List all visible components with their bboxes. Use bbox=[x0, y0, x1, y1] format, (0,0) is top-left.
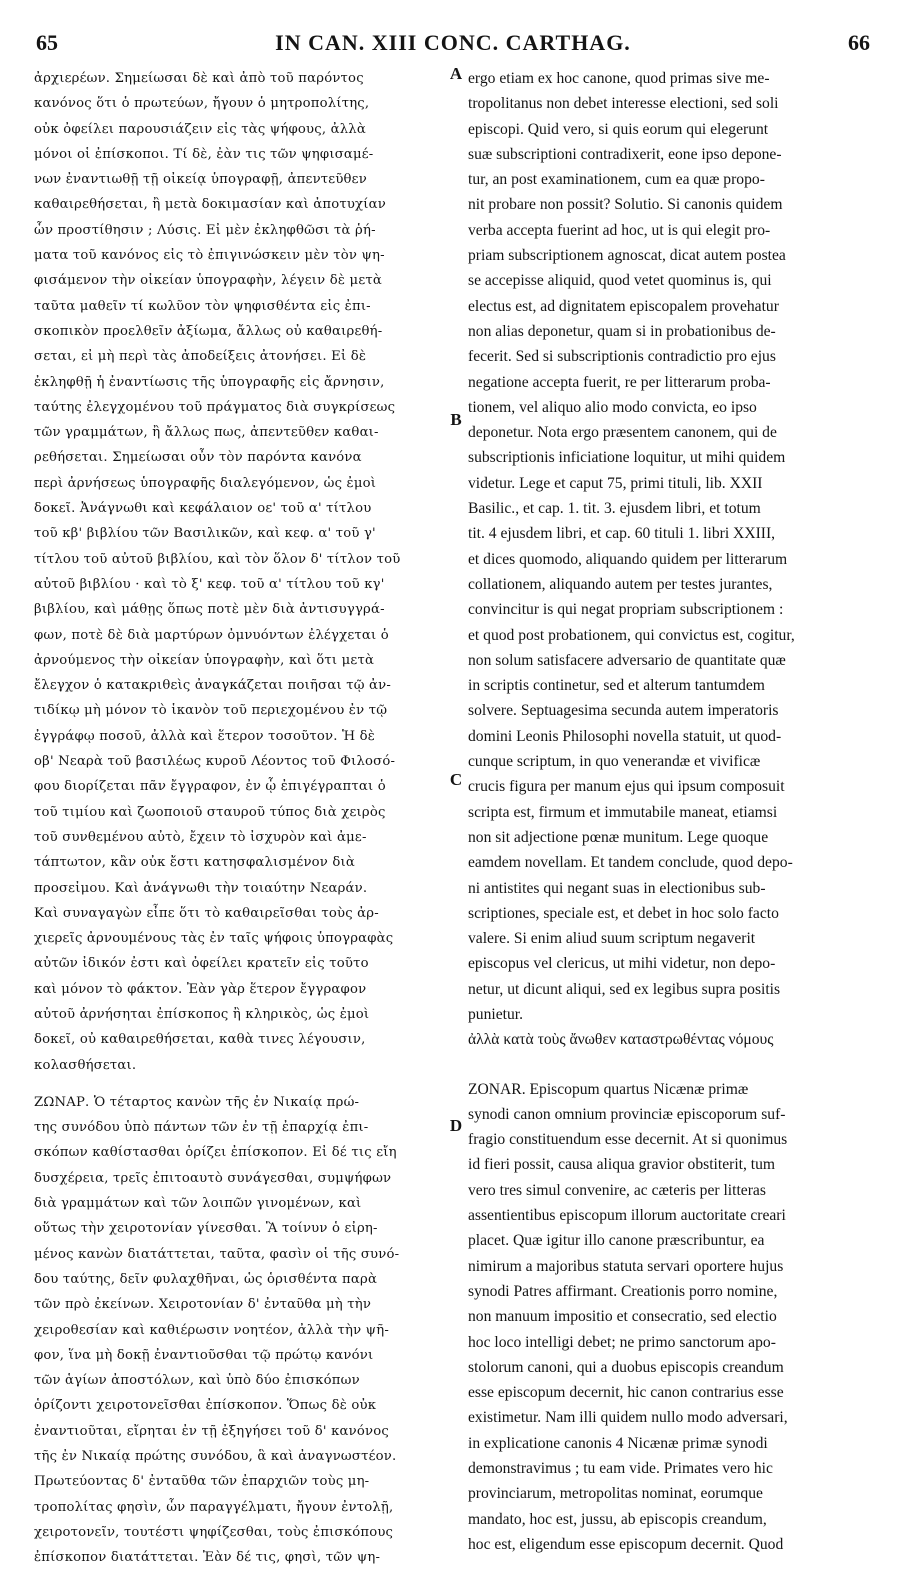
greek-text-line: τάπτωτον, κἂν οὐκ ἔστι κατησφαλισμένον διὰ bbox=[34, 855, 356, 871]
greek-text-line: ΖΩΝΑΡ. Ὁ τέταρτος κανὼν τῆς ἐν Νικαίᾳ πρώ- bbox=[34, 1094, 360, 1110]
latin-text-line: tur, an post examinationem, cum ea quæ propo- bbox=[468, 171, 765, 189]
latin-text-line: ἀλλὰ κατὰ τοὺς ἄνωθεν καταστρωθέντας νόμους bbox=[468, 1031, 774, 1049]
greek-text-line: ἐκληφθῇ ἡ ἐναντίωσις τῆς ὑπογραφῆς εἰς ἄρνησιν, bbox=[34, 374, 385, 390]
greek-text-line: χειροθεσίαν καὶ καθιέρωσιν νοητέον, ἀλλὰ τὴν ψῆ- bbox=[34, 1322, 389, 1338]
latin-text-line: episcopus vel clericus, ut mihi videtur, non depo- bbox=[468, 955, 776, 973]
running-title: IN CAN. XIII CONC. CARTHAG. bbox=[275, 30, 631, 55]
latin-text-line: fragio constituendum esse decernit. At si quonimus bbox=[468, 1131, 788, 1149]
latin-text-line: et quod post probationem, qui convictus est, cogitur, bbox=[468, 626, 795, 644]
latin-text-line: synodi canon omnium provinciæ episcoporum suf- bbox=[468, 1105, 786, 1123]
latin-text-line: in scriptis continetur, sed et alterum tantumdem bbox=[468, 677, 765, 695]
greek-text-line: τιδίκῳ μὴ μόνον τὸ ἱκανὸν τοῦ περιεχομένου ἐν τῷ bbox=[34, 703, 388, 719]
greek-text-line: δοκεῖ, οὐ καθαιρεθήσεται, καθὰ τινες λέγουσιν, bbox=[34, 1032, 366, 1048]
latin-text-line: assentientibus episcopum illorum auctoritate creari bbox=[468, 1207, 786, 1225]
page-number-right: 66 bbox=[848, 30, 870, 55]
greek-text-line: ρεθήσεται. Σημείωσαι οὖν τὸν παρόντα κανόνα bbox=[34, 450, 362, 466]
greek-text-line: ἔλεγχον ὁ κατακριθεὶς ἀναγκάζεται ποιῆσαι τῷ ἀν- bbox=[34, 678, 392, 694]
greek-text-line: τῆς ἐν Νικαίᾳ πρώτης συνόδου, ἃ καὶ ἀναγνωστέον. bbox=[34, 1449, 397, 1465]
greek-text-line: νων ἐναντιωθῇ τῇ οἰκείᾳ ὑπογραφῇ, ἀπεντεῦθεν bbox=[34, 172, 367, 188]
latin-text-line: episcopi. Quid vero, si quis eorum qui elegerunt bbox=[468, 120, 769, 138]
greek-text-line: δοκεῖ. Ἀνάγνωθι καὶ κεφάλαιον οε' τοῦ α' τίτλου bbox=[34, 501, 372, 517]
greek-text-line: ἐγγράφῳ ποσοῦ, ἀλλὰ καὶ ἕτερον τοσοῦτον. Ἡ δὲ bbox=[34, 728, 376, 744]
greek-text-line: ματα τοῦ κανόνος εἰς τὸ ἐπιγινώσκειν μὲν τὸν ψη- bbox=[34, 248, 385, 264]
greek-text-line: προσεἰμου. Καὶ ἀνάγνωθι τὴν τοιαύτην Νεαράν. bbox=[34, 880, 368, 896]
greek-text-line: οβ' Νεαρὰ τοῦ βασιλέως κυροῦ Λέοντος τοῦ Φιλοσό- bbox=[34, 754, 396, 770]
latin-text-line: vero tres simul convenire, ac cæteris per litteras bbox=[468, 1181, 766, 1199]
latin-text-line bbox=[468, 1065, 884, 1077]
greek-text-line: ταῦτα μαθεῖν τί κωλῦον τὸν ψηφισθέντα εἰς ἐπι- bbox=[34, 298, 371, 314]
latin-text-line: electus est, ad dignitatem episcopalem provehatur bbox=[468, 297, 779, 315]
latin-text-line: valere. Si enim aliud suum scriptum negaverit bbox=[468, 930, 756, 948]
page-number-left: 65 bbox=[36, 30, 58, 55]
latin-text-line: videtur. Lege et caput 75, primi tituli, lib. XXII bbox=[468, 474, 763, 492]
latin-text-line: non solum satisfacere adversario de quantitate quæ bbox=[468, 651, 786, 669]
greek-text-line: μόνοι οἱ ἐπίσκοποι. Τί δὲ, ἐὰν τις τῶν ψηφισαμέ- bbox=[34, 146, 374, 162]
latin-text-line: ni antistites qui negant suas in electionibus sub- bbox=[468, 879, 766, 897]
greek-text-line: οὐκ ὀφείλει παρουσιάζειν εἰς τὰς ψήφους, ἀλλὰ bbox=[34, 121, 366, 137]
greek-text-line: βιβλίου, καὶ μάθῃς ὅπως ποτὲ μὲν διὰ ἀντισυγγρά- bbox=[34, 602, 385, 618]
greek-text-line bbox=[34, 1078, 446, 1090]
greek-text-line: τῶν γραμμάτων, ἢ ἄλλως πως, ἀπεντεῦθεν καθαι- bbox=[34, 425, 379, 441]
latin-text-line: demonstravimus ; tu eam vide. Primates vero hic bbox=[468, 1460, 773, 1478]
latin-text-line: solvere. Septuagesima secunda autem imperatoris bbox=[468, 702, 779, 720]
greek-text-line: ταύτης ἐλεγχομένου τοῦ πράγματος διὰ συγκρίσεως bbox=[34, 399, 396, 415]
greek-text-line: σεται, εἰ μὴ περὶ τὰς ἀποδείξεις ἀτονήσει. Εἰ δὲ bbox=[34, 349, 367, 365]
latin-text-line: hoc est, eligendum esse episcopum decernit. Quod bbox=[468, 1535, 784, 1553]
latin-text-line: esse episcopum decernit, hic canon contrarius esse bbox=[468, 1384, 784, 1402]
latin-text-line: provinciarum, metropolitas nominat, eorumque bbox=[468, 1485, 763, 1503]
latin-text-line: domini Leonis Philosophi novella statuit, ut quod- bbox=[468, 727, 782, 745]
greek-text-line: αὐτοῦ ἀρνήσηται ἐπίσκοπος ἢ κληρικὸς, ὡς ἐμοὶ bbox=[34, 1006, 370, 1022]
margin-letter-c: C bbox=[449, 770, 463, 789]
greek-text-line: περὶ ἀρνήσεως ὑπογραφῆς διαλεγόμενον, ὡς ἐμοὶ bbox=[34, 475, 377, 491]
latin-text-line: scriptiones, speciale est, et debet in hoc solo facto bbox=[468, 904, 779, 922]
greek-text-line: διὰ γραμμάτων καὶ τῶν λοιπῶν γινομένων, καὶ bbox=[34, 1196, 362, 1212]
greek-text-line: μένος κανὼν διατάττεται, ταῦτα, φασὶν οἱ τῆς συνό- bbox=[34, 1246, 400, 1262]
latin-text-column bbox=[468, 66, 884, 1557]
greek-text-line: φου διορίζεται πᾶν ἔγγραφον, ἐν ᾧ ἐπιγέγραπται ὁ bbox=[34, 779, 386, 795]
greek-text-line: ἀρχιερέων. Σημείωσαι δὲ καὶ ἀπὸ τοῦ παρόντος bbox=[34, 71, 364, 86]
greek-text-line: χειροτονεῖν, τουτέστι ψηφίζεσθαι, τοὺς ἐπισκόπους bbox=[34, 1524, 394, 1540]
greek-text-line: τοῦ συνθεμένου αὐτὸ, ἔχειν τὸ ἰσχυρὸν καὶ ἀμε- bbox=[34, 829, 367, 845]
greek-text-line: της συνόδου ὑπὸ πάντων τῶν ἐν τῇ ἐπαρχίᾳ ἐπι- bbox=[34, 1120, 369, 1136]
latin-text-line: scripta est, firmum et immutabile maneat, etiamsi bbox=[468, 803, 778, 821]
latin-text-line bbox=[468, 1053, 884, 1065]
latin-text-line: subscriptionis inficiatione loquitur, ut mihi quidem bbox=[468, 449, 786, 467]
greek-text-line: αὐτῶν ἰδικόν ἐστι καὶ ὀφείλει κρατεῖν εἰς τοῦτο bbox=[34, 956, 369, 972]
greek-text-line: δου ταύτης, δεῖν φυλαχθῆναι, ὡς ὁρισθέντα παρὰ bbox=[34, 1271, 378, 1287]
latin-text-line: placet. Quæ igitur illo canone præscribuntur, ea bbox=[468, 1232, 765, 1250]
margin-letter-a: A bbox=[449, 64, 463, 83]
latin-text-line: non manuum impositio et consecratio, sed electio bbox=[468, 1308, 777, 1326]
latin-text-line: non sit adjectione pœnæ munitum. Lege quoque bbox=[468, 828, 769, 846]
latin-text-line: non alias deponetur, quam si in probationibus de- bbox=[468, 322, 776, 340]
latin-text-line: eamdem novellam. Et tandem conclude, quod depo- bbox=[468, 854, 793, 872]
greek-text-line: τροπολίτας φησὶν, ὧν παραγγέλματι, ἤγουν ἐντολῇ, bbox=[34, 1499, 394, 1515]
greek-text-line: σκοπικὸν προελθεῖν ἀξίωμα, ἄλλως οὐ καθαιρεθή- bbox=[34, 323, 383, 339]
latin-text-line: tropolitanus non debet interesse electioni, sed soli bbox=[468, 95, 779, 113]
latin-text-line: id fieri possit, causa aliqua gravior obstiterit, tum bbox=[468, 1156, 776, 1174]
latin-text-line: tit. 4 ejusdem libri, et cap. 60 tituli 1. libri XXIII, bbox=[468, 525, 776, 543]
latin-text-line: punietur. bbox=[468, 1005, 524, 1023]
greek-text-line: ὁρίζοντι χειροτονεῖσθαι ἐπίσκοπον. Ὅπως δὲ οὐκ bbox=[34, 1398, 377, 1414]
latin-text-line: ZONAR. Episcopum quartus Nicænæ primæ bbox=[468, 1080, 749, 1098]
greek-text-line: τῶν ἁγίων ἀποστόλων, καὶ ὑπὸ δύο ἐπισκόπων bbox=[34, 1373, 360, 1389]
greek-text-line: τῶν πρὸ ἐκείνων. Χειροτονίαν δ' ἐνταῦθα μὴ τὴν bbox=[34, 1297, 372, 1313]
greek-text-line: καὶ μόνον τὸ φάκτον. Ἐὰν γὰρ ἕτερον ἔγγραφον bbox=[34, 981, 367, 997]
latin-text-line: collationem, aliquando autem per testes jurantes, bbox=[468, 575, 773, 593]
latin-text-line: deponetur. Nota ergo præsentem canonem, qui de bbox=[468, 424, 777, 442]
greek-text-line: οὕτως τὴν χειροτονίαν γίνεσθαι. Ἃ τοίνυν ὁ εἰρη- bbox=[34, 1221, 378, 1237]
running-header bbox=[22, 30, 884, 60]
latin-text-line: in explicatione canonis 4 Nicænæ primæ synodi bbox=[468, 1434, 768, 1452]
greek-text-line: ὧν προστίθησιν ; Λύσις. Εἰ μὲν ἐκληφθῶσι τὰ ῥή- bbox=[34, 222, 376, 238]
greek-text-line: ἐναντιοῦται, εἴρηται ἐν τῇ ἐξηγήσει τοῦ δ' κανόνος bbox=[34, 1423, 389, 1439]
latin-text-line: nit probare non possit? Solutio. Si canonis quidem bbox=[468, 196, 783, 214]
latin-text-line: tionem, vel aliquo alio modo convicta, eo ipso bbox=[468, 398, 757, 416]
latin-text-line: nimirum a majoribus statuta servari oportere hujus bbox=[468, 1257, 784, 1275]
greek-text-line: φον, ἵνα μὴ δοκῇ ἐναντιοῦσθαι τῷ πρώτῳ κανόνι bbox=[34, 1347, 374, 1363]
latin-text-line: priam subscriptionem agnoscat, dicat autem postea bbox=[468, 247, 786, 265]
latin-text-line: negatione accepta fuerit, re per litterarum proba- bbox=[468, 373, 771, 391]
latin-text-line: se accepisse aliquid, quod vetet quominus is, qui bbox=[468, 272, 772, 290]
greek-text-line: σκόπων καθίστασθαι ὁρίζει ἐπίσκοπον. Εἰ δέ τις εἴη bbox=[34, 1145, 397, 1161]
greek-text-line: τίτλου τοῦ αὐτοῦ βιβλίου, καὶ τὸν ὅλον δ' τίτλον τοῦ bbox=[34, 551, 401, 567]
greek-text-line: αὐτοῦ βιβλίου · καὶ τὸ ξ' κεφ. τοῦ α' τίτλου τοῦ κγ' bbox=[34, 576, 385, 592]
greek-text-line: Πρωτεύοντας δ' ἐνταῦθα τῶν ἐπαρχιῶν τοὺς μη- bbox=[34, 1474, 370, 1490]
latin-text-line: ergo etiam ex hoc canone, quod primas sive me- bbox=[468, 70, 770, 87]
margin-letter-d: D bbox=[449, 1116, 463, 1135]
greek-text-line: Καὶ συναγαγὼν εἶπε ὅτι τὸ καθαιρεῖσθαι τοὺς ἀρ- bbox=[34, 905, 379, 921]
latin-text-line: et dices quomodo, aliquando quidem per litterarum bbox=[468, 550, 788, 568]
greek-text-column bbox=[34, 66, 446, 1571]
latin-text-line: verba accepta fuerint ad hoc, ut is qui elegit pro- bbox=[468, 221, 771, 239]
greek-text-line: φισάμενον τὴν οἰκείαν ὑπογραφὴν, λέγειν δὲ μετὰ bbox=[34, 273, 382, 289]
latin-text-line: crucis figura per manum ejus qui ipsum composuit bbox=[468, 778, 785, 796]
greek-text-line: χιερεῖς ἀρνουμένους τὰς ἐν ταῖς ψήφοις ὑπογραφὰς bbox=[34, 931, 394, 947]
greek-text-line: καθαιρεθήσεται, ἢ μετὰ δοκιμασίαν καὶ ἀποτυχίαν bbox=[34, 197, 386, 213]
latin-text-line: existimetur. Nam illi quidem nullo modo adversari, bbox=[468, 1409, 788, 1427]
latin-text-line: cunque scriptum, in quo venerandæ et vivificæ bbox=[468, 753, 761, 771]
greek-text-line: τοῦ τιμίου καὶ ζωοποιοῦ σταυροῦ τύπος διὰ χειρὸς bbox=[34, 804, 386, 820]
latin-text-line: suæ subscriptioni contradixerit, eone ipso depone- bbox=[468, 145, 782, 163]
latin-text-line: synodi Patres affirmant. Creationis porro nomine, bbox=[468, 1282, 778, 1300]
latin-text-line: Basilic., et cap. 1. tit. 3. ejusdem libri, et totum bbox=[468, 500, 761, 518]
greek-text-line: τοῦ κβ' βιβλίου τῶν Βασιλικῶν, καὶ κεφ. α' τοῦ γ' bbox=[34, 526, 376, 542]
greek-text-line: ἀρνούμενος τὴν οἰκείαν ὑπογραφὴν, καὶ ὅτι μετὰ bbox=[34, 652, 375, 668]
latin-text-line: netur, ut dicunt aliqui, sed ex legibus supra positis bbox=[468, 980, 781, 998]
greek-text-line: κολασθήσεται. bbox=[34, 1057, 137, 1073]
latin-text-line: hoc loco intelligi debet; ne primo sanctorum apo- bbox=[468, 1333, 776, 1351]
margin-letter-b: B bbox=[450, 410, 462, 429]
greek-text-line: ἐπίσκοπον διατάττεται. Ἐὰν δέ τις, φησὶ, τῶν ψη- bbox=[34, 1550, 381, 1566]
latin-text-line: fecerit. Sed si subscriptionis contradictio pro ejus bbox=[468, 348, 776, 366]
greek-text-line: φων, ποτὲ δὲ διὰ μαρτύρων ὀμνυόντων ἐλέγχεται ὁ bbox=[34, 627, 389, 643]
latin-text-line: stolorum canoni, qui a duobus episcopis creandum bbox=[468, 1358, 784, 1376]
greek-text-line: κανόνος ὅτι ὁ πρωτεύων, ἤγουν ὁ μητροπολίτης, bbox=[34, 96, 370, 112]
latin-text-line: convincitur is qui negat propriam subscriptionem : bbox=[468, 601, 784, 619]
latin-text-line: mandato, hoc est, jussu, ab episcopis creandum, bbox=[468, 1510, 767, 1528]
greek-text-line: δυσχέρεια, τρεῖς ἐπιτοαυτὸ συνάγεσθαι, συμψήφων bbox=[34, 1170, 392, 1186]
